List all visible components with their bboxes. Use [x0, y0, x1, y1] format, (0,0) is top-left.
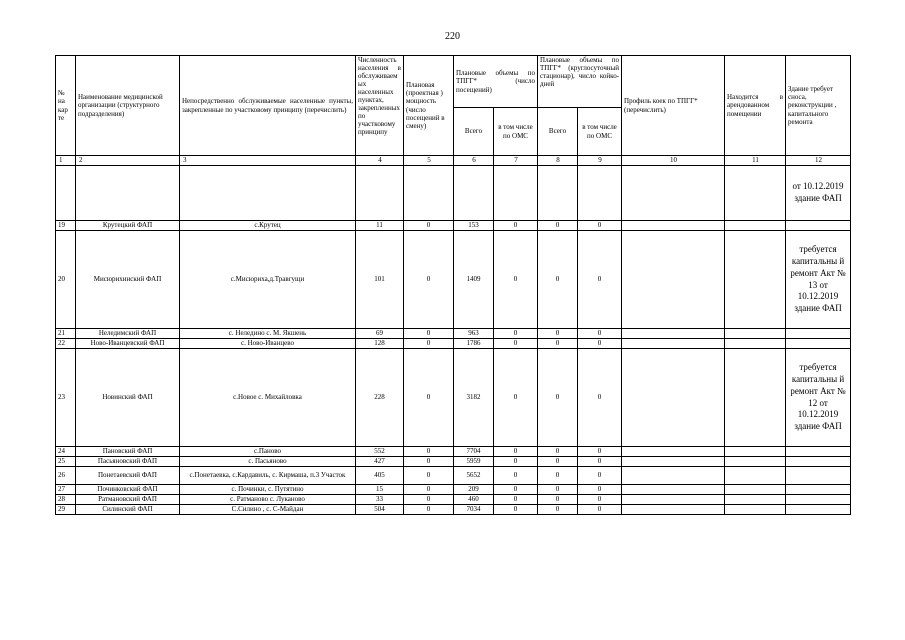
population: 11 — [356, 221, 404, 231]
continuation-note: от 10.12.2019 здание ФАП — [786, 166, 851, 221]
served-localities: с.Понетаевка, с.Кардавиль, с. Кирмаша, п.3 Участок — [180, 467, 356, 485]
col-number: 1 — [56, 156, 76, 166]
beddays-oms: 0 — [578, 447, 622, 457]
capacity: 0 — [404, 457, 454, 467]
page-number: 220 — [445, 31, 460, 42]
capacity: 0 — [404, 329, 454, 339]
capacity: 0 — [404, 221, 454, 231]
bed-profile — [622, 467, 725, 485]
col-number: 10 — [622, 156, 725, 166]
visits-oms: 0 — [494, 505, 538, 515]
rented-flag — [725, 505, 786, 515]
rented-flag — [725, 231, 786, 329]
capacity: 0 — [404, 495, 454, 505]
row-number: 28 — [56, 495, 76, 505]
col-number: 6 — [454, 156, 494, 166]
bed-profile — [622, 457, 725, 467]
header-total1: Всего — [454, 108, 494, 156]
header-total2: Всего — [538, 108, 578, 156]
table-row — [56, 457, 851, 467]
visits-oms: 0 — [494, 447, 538, 457]
visits-total: 460 — [454, 495, 494, 505]
row-number: 19 — [56, 221, 76, 231]
beddays-total: 0 — [538, 485, 578, 495]
header-building: Здание требует сноса, реконструкции , капитального ремонта — [786, 56, 851, 156]
building-note — [786, 505, 851, 515]
served-localities: с.Крутец — [180, 221, 356, 231]
beddays-oms: 0 — [578, 495, 622, 505]
beddays-oms: 0 — [578, 221, 622, 231]
visits-total: 5959 — [454, 457, 494, 467]
table-row — [56, 339, 851, 349]
column-numbers-row — [56, 156, 851, 166]
served-localities: с.Паново — [180, 447, 356, 457]
bed-profile — [622, 339, 725, 349]
row-number: 24 — [56, 447, 76, 457]
row-number: 23 — [56, 349, 76, 447]
visits-oms: 0 — [494, 349, 538, 447]
population: 69 — [356, 329, 404, 339]
beddays-total: 0 — [538, 505, 578, 515]
capacity: 0 — [404, 505, 454, 515]
table-row — [56, 221, 851, 231]
header-num: № на кар те — [56, 56, 76, 156]
rented-flag — [725, 495, 786, 505]
building-note — [786, 467, 851, 485]
rented-flag — [725, 221, 786, 231]
bed-profile — [622, 505, 725, 515]
facilities-table — [55, 55, 851, 515]
building-note — [786, 339, 851, 349]
visits-total: 1409 — [454, 231, 494, 329]
row-number: 26 — [56, 467, 76, 485]
visits-oms: 0 — [494, 221, 538, 231]
header-profile: Профиль коек по ТПГГ* (перечислить) — [622, 56, 725, 156]
bed-profile — [622, 495, 725, 505]
served-localities: с. Починки, с. Путятино — [180, 485, 356, 495]
visits-oms: 0 — [494, 485, 538, 495]
building-note — [786, 221, 851, 231]
header-oms1: в том числе по ОМС — [494, 108, 538, 156]
population: 101 — [356, 231, 404, 329]
org-name: Неледимский ФАП — [76, 329, 180, 339]
served-localities: с. Пасьяново — [180, 457, 356, 467]
served-localities: с.Новое с. Михайловка — [180, 349, 356, 447]
org-name: Пасьяновский ФАП — [76, 457, 180, 467]
col-number: 2 — [76, 156, 180, 166]
capacity: 0 — [404, 231, 454, 329]
visits-oms: 0 — [494, 467, 538, 485]
beddays-total: 0 — [538, 339, 578, 349]
col-number: 3 — [180, 156, 356, 166]
table-row — [56, 505, 851, 515]
visits-total: 7034 — [454, 505, 494, 515]
beddays-oms: 0 — [578, 339, 622, 349]
beddays-total: 0 — [538, 329, 578, 339]
col-number: 12 — [786, 156, 851, 166]
served-localities: с.Мисюриха,д.Травгущи — [180, 231, 356, 329]
bed-profile — [622, 447, 725, 457]
bed-profile — [622, 485, 725, 495]
col-number: 11 — [725, 156, 786, 166]
table-row — [56, 349, 851, 447]
visits-oms: 0 — [494, 457, 538, 467]
beddays-total: 0 — [538, 457, 578, 467]
visits-total: 963 — [454, 329, 494, 339]
beddays-oms: 0 — [578, 231, 622, 329]
bed-profile — [622, 231, 725, 329]
row-number: 27 — [56, 485, 76, 495]
org-name: Понетаевский ФАП — [76, 467, 180, 485]
header-population: Численность населения в обслуживаем ых населенных пунктах, закрепленных по участковому принципу — [356, 56, 404, 156]
capacity: 0 — [404, 485, 454, 495]
rented-flag — [725, 467, 786, 485]
population: 427 — [356, 457, 404, 467]
visits-total: 5652 — [454, 467, 494, 485]
header-capacity: Плановая (проектная ) мощность (число посещений в смену) — [404, 56, 454, 156]
header-visits: Плановые объемы по ТПГГ* (число посещений) — [454, 56, 538, 108]
col-number: 7 — [494, 156, 538, 166]
table-body — [56, 221, 851, 515]
org-name: Ново-Иванцевский ФАП — [76, 339, 180, 349]
building-note — [786, 485, 851, 495]
table-row — [56, 447, 851, 457]
beddays-oms: 0 — [578, 457, 622, 467]
beddays-total: 0 — [538, 221, 578, 231]
header-org: Наименование медицинской организации (структурного подразделения) — [76, 56, 180, 156]
rented-flag — [725, 349, 786, 447]
population: 228 — [356, 349, 404, 447]
capacity: 0 — [404, 349, 454, 447]
beddays-oms: 0 — [578, 329, 622, 339]
beddays-total: 0 — [538, 231, 578, 329]
header-served: Непосредственно обслуживаемые населенные пункты, закрепленные по участковому принципу (перечислить) — [180, 56, 356, 156]
header-oms2: в том числе по ОМС — [578, 108, 622, 156]
col-number: 4 — [356, 156, 404, 166]
row-number: 29 — [56, 505, 76, 515]
visits-total: 209 — [454, 485, 494, 495]
beddays-oms: 0 — [578, 349, 622, 447]
org-name: Ратмановский ФАП — [76, 495, 180, 505]
visits-oms: 0 — [494, 495, 538, 505]
visits-oms: 0 — [494, 339, 538, 349]
capacity: 0 — [404, 447, 454, 457]
header-rented: Находится в арендованном помещении — [725, 56, 786, 156]
building-note: требуется капитальны й ремонт Акт № 12 от 10.12.2019 здание ФАП — [786, 349, 851, 447]
org-name: Починковский ФАП — [76, 485, 180, 495]
capacity: 0 — [404, 339, 454, 349]
row-number: 21 — [56, 329, 76, 339]
visits-oms: 0 — [494, 231, 538, 329]
org-name: Мисюрихинский ФАП — [76, 231, 180, 329]
building-note — [786, 457, 851, 467]
row-number: 22 — [56, 339, 76, 349]
beddays-total: 0 — [538, 495, 578, 505]
population: 128 — [356, 339, 404, 349]
beddays-total: 0 — [538, 349, 578, 447]
rented-flag — [725, 339, 786, 349]
rented-flag — [725, 447, 786, 457]
beddays-total: 0 — [538, 447, 578, 457]
capacity: 0 — [404, 467, 454, 485]
org-name: Новинский ФАП — [76, 349, 180, 447]
rented-flag — [725, 485, 786, 495]
population: 33 — [356, 495, 404, 505]
visits-total: 1786 — [454, 339, 494, 349]
beddays-total: 0 — [538, 467, 578, 485]
col-number: 5 — [404, 156, 454, 166]
table-row — [56, 329, 851, 339]
header-hospital: Плановые объемы по ТПГГ* (круглосуточный стационар), число койко-дней — [538, 56, 622, 108]
continuation-row — [56, 166, 851, 221]
row-number: 25 — [56, 457, 76, 467]
population: 504 — [356, 505, 404, 515]
col-number: 8 — [538, 156, 578, 166]
table-row — [56, 467, 851, 485]
bed-profile — [622, 329, 725, 339]
visits-total: 7704 — [454, 447, 494, 457]
row-number: 20 — [56, 231, 76, 329]
col-number: 9 — [578, 156, 622, 166]
building-note — [786, 329, 851, 339]
population: 552 — [356, 447, 404, 457]
table-row — [56, 495, 851, 505]
visits-total: 153 — [454, 221, 494, 231]
bed-profile — [622, 221, 725, 231]
served-localities: С.Силино , с. С-Майдан — [180, 505, 356, 515]
served-localities: с. Неледино с. М. Якшень — [180, 329, 356, 339]
beddays-oms: 0 — [578, 485, 622, 495]
rented-flag — [725, 457, 786, 467]
table-row — [56, 231, 851, 329]
beddays-oms: 0 — [578, 505, 622, 515]
bed-profile — [622, 349, 725, 447]
beddays-oms: 0 — [578, 467, 622, 485]
org-name: Пановский ФАП — [76, 447, 180, 457]
visits-total: 3182 — [454, 349, 494, 447]
population: 15 — [356, 485, 404, 495]
rented-flag — [725, 329, 786, 339]
table-row — [56, 485, 851, 495]
org-name: Силинский ФАП — [76, 505, 180, 515]
served-localities: с. Ново-Иванцево — [180, 339, 356, 349]
building-note: требуется капитальны й ремонт Акт № 13 от 10.12.2019 здание ФАП — [786, 231, 851, 329]
visits-oms: 0 — [494, 329, 538, 339]
building-note — [786, 447, 851, 457]
org-name: Крутецкий ФАП — [76, 221, 180, 231]
served-localities: с. Ратманово с. Луканово — [180, 495, 356, 505]
population: 405 — [356, 467, 404, 485]
building-note — [786, 495, 851, 505]
